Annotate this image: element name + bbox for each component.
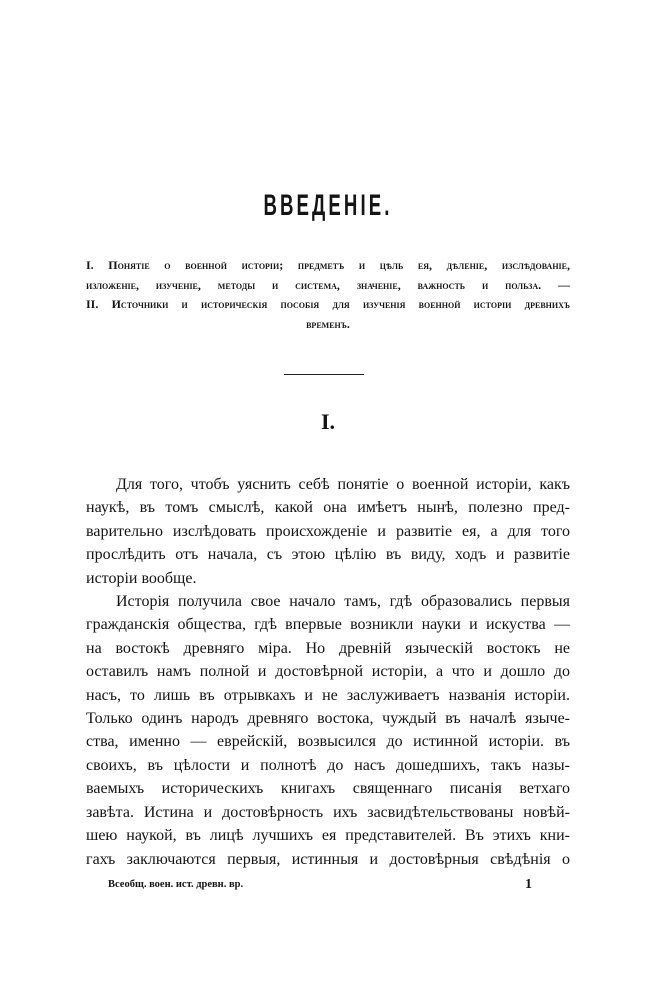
- text-line: исторіи вообще.: [86, 569, 197, 587]
- text-line: наукѣ, въ томъ смыслѣ, какой она имѣетъ нынѣ, полезно пред-: [86, 499, 570, 517]
- summary-line: изложеніе, изученіе, методы и система, значеніе, важность и польза. —: [86, 277, 570, 292]
- text-line: Только одинъ народъ древняго востока, чуждый въ началѣ языче-: [86, 710, 570, 728]
- text-line: шею наукой, въ лицѣ лучшихъ ея представителей. Въ этихъ кни-: [86, 827, 570, 845]
- page-footer: [108, 877, 570, 893]
- text-line: гражданскія общества, гдѣ впервые возникли науки и искуства —: [86, 616, 570, 634]
- chapter-summary: [86, 256, 570, 334]
- paragraph: [86, 473, 570, 590]
- text-line: варительно изслѣдовать происхожденіе и развитіе ея, а для того: [86, 522, 570, 540]
- text-line: ваемыхъ историческихъ книгахъ священнаго писанія ветхаго: [86, 780, 570, 798]
- text-line: насъ, то лишь въ отрывкахъ и не заслуживаетъ названія исторіи.: [86, 686, 570, 704]
- text-line: прослѣдить отъ начала, съ этою цѣлію въ виду, ходъ и развитіе: [86, 546, 570, 564]
- text-line: оставилъ намъ полной и достовѣрной исторіи, а что и дошло до: [86, 663, 570, 681]
- summary-line: I. Понятіе о военной исторіи; предметъ и цѣль ея, дѣленіе, изслѣдованіе,: [86, 258, 570, 272]
- body-text: [86, 473, 570, 871]
- signature-mark: 1: [525, 876, 532, 892]
- summary-line: II. Источники и историческія пособія для изученія военной исторіи древнихъ: [86, 297, 570, 311]
- text-line: завѣта. Истина и достовѣрность ихъ засвидѣтельствованы новѣй-: [86, 803, 570, 821]
- summary-line: временъ.: [306, 316, 350, 331]
- signature-text: Всеобщ. воен. ист. древн. вр.: [108, 878, 244, 890]
- section-number: I.: [320, 409, 336, 434]
- text-line: ства, именно — еврейскій, возвысился до истинной исторіи. въ: [86, 733, 570, 751]
- text-line: Исторія получила свое начало тамъ, гдѣ образовались первыя: [116, 593, 570, 611]
- text-line: своихъ, въ цѣлости и полнотѣ до насъ дошедшихъ, такъ назы-: [86, 756, 570, 774]
- text-line: Для того, чтобъ уяснить себѣ понятіе о военной исторіи, какъ: [116, 476, 570, 493]
- paragraph: [86, 590, 570, 871]
- divider-rule: [284, 374, 364, 375]
- text-line: гахъ заключаются первыя, истинныя и достовѣрныя свѣдѣнія о: [86, 850, 570, 868]
- page-title: ВВЕДЕНІЕ.: [263, 189, 393, 222]
- text-line: на востокѣ древняго міра. Но древній языческій востокъ не: [86, 639, 570, 657]
